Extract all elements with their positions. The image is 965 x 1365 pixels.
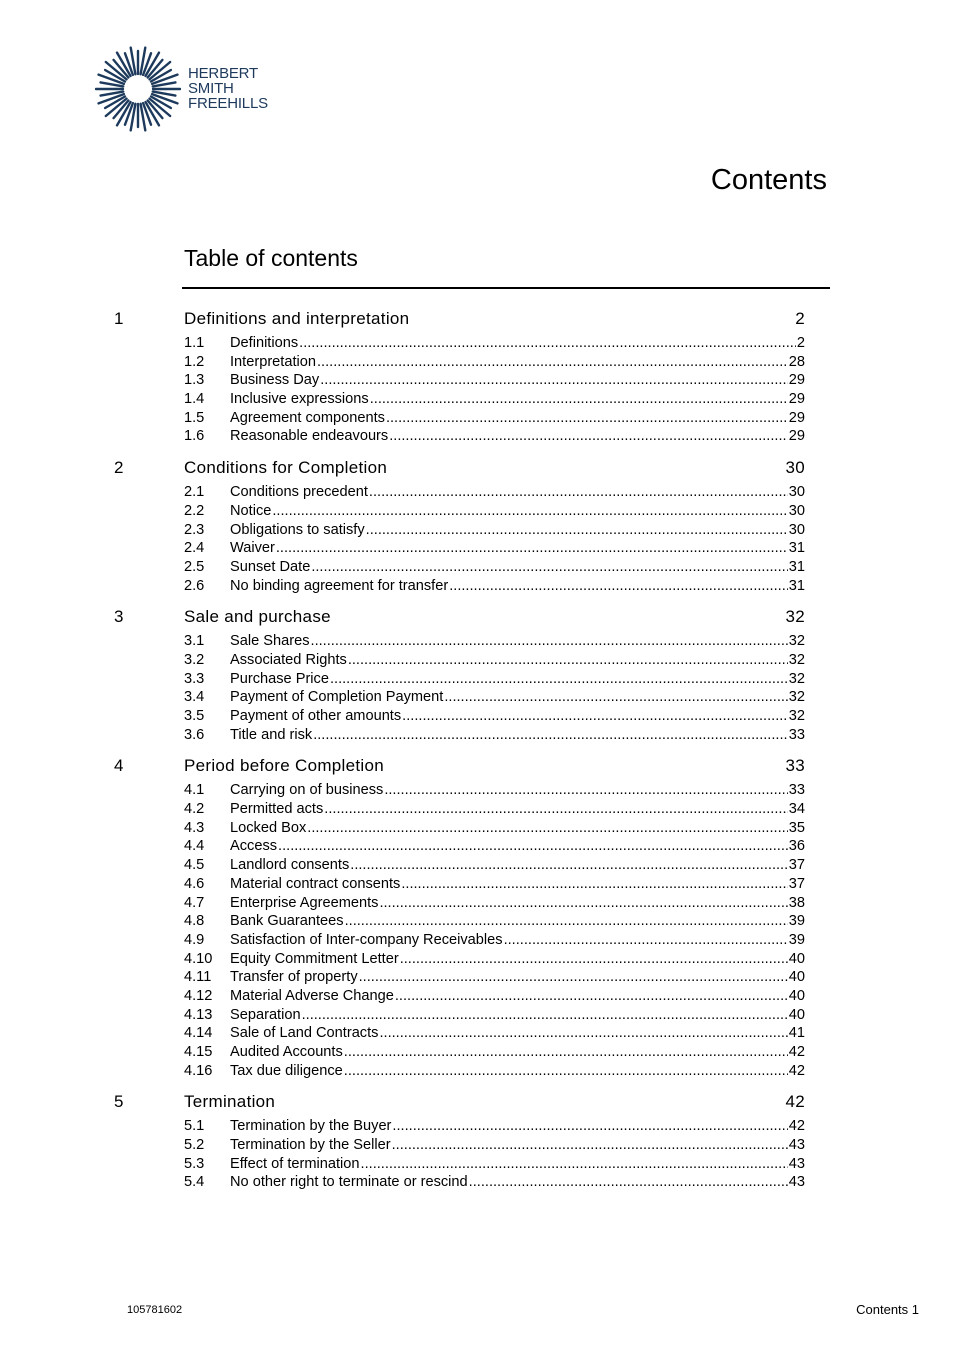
toc-entry-title: Carrying on of business <box>230 782 384 799</box>
toc-entry-line <box>230 1155 805 1174</box>
toc-entry-number: 4.1 <box>184 782 205 799</box>
dot-leader <box>311 558 787 577</box>
toc-entry-line <box>230 1173 805 1192</box>
toc-entry-number: 4.8 <box>184 913 205 930</box>
toc-entry-line <box>230 950 805 969</box>
dot-leader <box>348 651 788 670</box>
toc-entry-page: 39 <box>788 913 805 930</box>
toc-entry-number: 2.2 <box>184 502 205 519</box>
toc-entry-page: 33 <box>788 782 805 799</box>
toc-entry-title: Termination by the Seller <box>230 1137 391 1154</box>
toc-entry-number: 4.4 <box>184 838 205 855</box>
toc-entry-line <box>230 539 805 558</box>
dot-leader <box>330 670 788 689</box>
toc-entry-title: Equity Commitment Letter <box>230 950 399 967</box>
toc-entry-title: Payment of other amounts <box>230 708 402 724</box>
toc-entry-number: 2.6 <box>184 577 205 594</box>
toc-entry-number: 2.4 <box>184 540 205 557</box>
dot-leader <box>299 334 796 353</box>
toc-entry-page: 34 <box>788 801 805 818</box>
dot-leader <box>392 1136 788 1155</box>
dot-leader <box>317 353 788 372</box>
dot-leader <box>395 987 788 1006</box>
toc-entry-page: 29 <box>788 372 805 389</box>
toc-entry-title: No other right to terminate or rescind <box>230 1174 468 1191</box>
toc-entry-line <box>230 1117 805 1136</box>
logo-line-3: FREEHILLS <box>188 95 268 112</box>
toc-entry-line <box>230 800 805 819</box>
toc-entry-page: 30 <box>788 502 805 519</box>
toc-entry-line <box>230 707 805 726</box>
toc-entry-title: Sunset Date <box>230 558 311 575</box>
toc-entry-number: 4.11 <box>184 969 212 986</box>
toc-section-heading[interactable] <box>112 457 805 479</box>
toc-entry[interactable] <box>112 427 805 446</box>
toc-entry[interactable] <box>112 1155 805 1174</box>
toc-entry-title: Enterprise Agreements <box>230 894 379 911</box>
toc-entry-page: 29 <box>788 428 805 445</box>
toc-entry-line <box>230 427 805 446</box>
logo-line-2: SMITH <box>188 80 234 97</box>
toc-entry[interactable] <box>112 483 805 502</box>
toc-entry-line <box>230 1024 805 1043</box>
toc-entry[interactable] <box>112 409 805 428</box>
toc-entry-line <box>230 371 805 390</box>
toc-entry-title: Business Day <box>230 372 320 389</box>
page-number-label: Contents 1 <box>856 1302 919 1317</box>
toc-entry[interactable] <box>112 1136 805 1155</box>
toc-entry-line <box>230 837 805 856</box>
toc-entry-line <box>230 670 805 689</box>
toc-entry[interactable] <box>112 334 805 353</box>
toc-entry[interactable] <box>112 1006 805 1025</box>
toc-entry-page: 38 <box>788 894 805 911</box>
dot-leader <box>361 1155 788 1174</box>
dot-leader <box>384 781 787 800</box>
toc-entry-line <box>230 1136 805 1155</box>
toc-entry-title: Title and risk <box>230 726 313 743</box>
toc-entry-page: 42 <box>788 1062 805 1079</box>
toc-entry[interactable] <box>112 390 805 409</box>
toc-entry-number: 4.5 <box>184 857 205 874</box>
toc-entry-page: 37 <box>788 875 805 892</box>
dot-leader <box>444 688 787 707</box>
toc-entry-line <box>230 931 805 950</box>
dot-leader <box>324 800 787 819</box>
toc-entry-number: 1.1 <box>184 335 205 351</box>
dot-leader <box>344 1043 788 1062</box>
toc-entry-number: 4.3 <box>184 819 205 836</box>
toc-entry-line <box>230 987 805 1006</box>
toc-entry-title: Inclusive expressions <box>230 391 369 408</box>
toc-section-page: 42 <box>785 1092 805 1112</box>
toc-section-heading[interactable] <box>112 1091 805 1113</box>
toc-entry-number: 3.3 <box>184 670 205 687</box>
toc-section <box>112 606 805 744</box>
toc-entry-number: 5.1 <box>184 1118 205 1135</box>
toc-section-number: 5 <box>114 1092 124 1112</box>
toc-entry-number: 4.15 <box>184 1044 213 1060</box>
page-title: Contents <box>710 164 827 196</box>
toc-entry[interactable] <box>112 371 805 390</box>
toc-entry[interactable] <box>112 987 805 1006</box>
toc-entry[interactable] <box>112 950 805 969</box>
toc-entry[interactable] <box>112 558 805 577</box>
toc-section <box>112 457 805 595</box>
dot-leader <box>402 707 788 726</box>
toc-entry-title: Purchase Price <box>230 670 329 687</box>
dot-leader <box>379 894 787 913</box>
toc-entry-line <box>230 894 805 913</box>
toc-entry[interactable] <box>112 856 805 875</box>
toc-entry[interactable] <box>112 539 805 558</box>
dot-leader <box>400 950 788 969</box>
toc-section-page: 30 <box>785 458 805 478</box>
toc-entry[interactable] <box>112 726 805 745</box>
toc-entry-line <box>230 334 805 353</box>
toc-entry-number: 4.7 <box>184 894 205 911</box>
toc-entry-title: Tax due diligence <box>230 1062 343 1079</box>
dot-leader <box>302 1006 788 1025</box>
toc-entry-page: 28 <box>788 353 805 370</box>
toc-entry-page: 31 <box>788 558 805 575</box>
toc-entry-title: Effect of termination <box>230 1155 360 1172</box>
toc-entry-page: 42 <box>788 1044 805 1060</box>
toc-entry-number: 3.4 <box>184 689 205 706</box>
toc-entry-line <box>230 632 805 651</box>
toc-entry-title: Termination by the Buyer <box>230 1118 392 1135</box>
toc-entry-number: 3.1 <box>184 633 205 650</box>
toc-entry-page: 31 <box>788 577 805 594</box>
dot-leader <box>386 409 788 428</box>
toc-section-page: 33 <box>785 756 805 776</box>
heading-rule <box>182 287 830 289</box>
toc-entry[interactable] <box>112 1043 805 1062</box>
toc-entry[interactable] <box>112 1173 805 1192</box>
toc-entry-line <box>230 390 805 409</box>
toc-entry-number: 5.4 <box>184 1174 205 1191</box>
toc-entry[interactable] <box>112 931 805 950</box>
toc-section-page: 32 <box>785 607 805 627</box>
toc-entry[interactable] <box>112 912 805 931</box>
toc-section-title: Sale and purchase <box>184 607 331 627</box>
dot-leader <box>370 390 788 409</box>
toc-entry[interactable] <box>112 707 805 726</box>
toc-section-number: 2 <box>114 458 124 478</box>
toc-entry-title: Transfer of property <box>230 969 358 986</box>
toc-entry-page: 32 <box>788 689 805 706</box>
toc-entry-title: Material contract consents <box>230 875 401 892</box>
dot-leader <box>272 502 787 521</box>
toc-entry-title: Definitions <box>230 335 299 351</box>
toc-entry[interactable] <box>112 781 805 800</box>
toc-entry-page: 40 <box>788 969 805 986</box>
toc-entry-line <box>230 912 805 931</box>
toc-entry-line <box>230 726 805 745</box>
toc-entry-title: Material Adverse Change <box>230 987 394 1004</box>
dot-leader <box>379 1024 787 1043</box>
toc-entry-line <box>230 819 805 838</box>
toc-section-title: Definitions and interpretation <box>184 309 410 328</box>
toc-entry-title: Interpretation <box>230 353 316 370</box>
sunburst-logo-icon <box>95 46 181 132</box>
toc-entry[interactable] <box>112 651 805 670</box>
toc-entry[interactable] <box>112 577 805 596</box>
toc-entry[interactable] <box>112 353 805 372</box>
toc-entry[interactable] <box>112 1117 805 1136</box>
toc-entry-page: 29 <box>788 409 805 426</box>
toc-entry-title: Locked Box <box>230 819 307 836</box>
toc-entry-title: Conditions precedent <box>230 484 368 501</box>
toc-section-number: 1 <box>114 309 124 328</box>
toc-entry-number: 4.13 <box>184 1006 213 1023</box>
dot-leader <box>350 856 788 875</box>
toc-entry-title: Reasonable endeavours <box>230 428 389 445</box>
toc-entry-title: Payment of Completion Payment <box>230 689 444 706</box>
toc-entry[interactable] <box>112 837 805 856</box>
toc-entry-title: Sale Shares <box>230 633 310 650</box>
toc-entry-line <box>230 968 805 987</box>
toc-entry-number: 1.2 <box>184 353 205 370</box>
dot-leader <box>369 483 788 502</box>
dot-leader <box>392 1117 787 1136</box>
toc-entry-line <box>230 353 805 372</box>
toc-section-heading[interactable] <box>112 755 805 777</box>
toc-entry-number: 1.6 <box>184 428 205 445</box>
dot-leader <box>359 968 788 987</box>
toc-entry-page: 32 <box>788 708 805 724</box>
toc-entry-title: Waiver <box>230 540 275 557</box>
toc-entry[interactable] <box>112 968 805 987</box>
toc-entry-page: 30 <box>788 484 805 501</box>
toc-entry-page: 31 <box>788 540 805 557</box>
toc-entry-number: 3.2 <box>184 651 205 668</box>
toc-entry-number: 2.3 <box>184 521 205 538</box>
company-logo <box>95 46 285 136</box>
toc-entry-page: 41 <box>788 1025 805 1042</box>
toc-entry-number: 4.9 <box>184 931 205 948</box>
toc-entry[interactable] <box>112 521 805 540</box>
toc-section-number: 3 <box>114 607 124 627</box>
toc-section <box>112 1091 805 1192</box>
toc-entry-title: Access <box>230 838 278 855</box>
toc-entry-title: Satisfaction of Inter-company Receivables <box>230 931 503 948</box>
toc-entry-line <box>230 1006 805 1025</box>
dot-leader <box>313 726 788 745</box>
dot-leader <box>345 912 788 931</box>
logo-wordmark <box>188 66 268 111</box>
toc-entry-line <box>230 688 805 707</box>
toc-entry-page: 43 <box>788 1174 805 1191</box>
table-of-contents <box>112 308 805 1203</box>
toc-entry[interactable] <box>112 894 805 913</box>
toc-entry-title: Associated Rights <box>230 651 347 668</box>
toc-entry-number: 4.14 <box>184 1025 213 1042</box>
toc-entry-page: 40 <box>788 950 805 967</box>
toc-entry-number: 4.12 <box>184 987 213 1004</box>
toc-entry-page: 29 <box>788 391 805 408</box>
toc-entry-title: Bank Guarantees <box>230 913 344 930</box>
toc-section-heading[interactable] <box>112 308 805 330</box>
toc-entry-line <box>230 651 805 670</box>
toc-entry-page: 37 <box>788 857 805 874</box>
toc-entry-number: 4.10 <box>184 950 213 967</box>
toc-entry-line <box>230 856 805 875</box>
toc-entry-number: 4.16 <box>184 1062 213 1079</box>
toc-entry[interactable] <box>112 1062 805 1081</box>
toc-entry-number: 5.3 <box>184 1155 205 1172</box>
toc-entry-page: 33 <box>788 726 805 743</box>
toc-entry-number: 4.2 <box>184 801 205 818</box>
toc-entry-page: 30 <box>788 521 805 538</box>
toc-entry-line <box>230 781 805 800</box>
toc-entry-page: 43 <box>788 1155 805 1172</box>
toc-entry[interactable] <box>112 502 805 521</box>
toc-entry[interactable] <box>112 875 805 894</box>
toc-entry-page: 32 <box>788 633 805 650</box>
toc-entry-line <box>230 409 805 428</box>
toc-entry-title: Separation <box>230 1006 301 1023</box>
toc-entry-title: Audited Accounts <box>230 1044 343 1060</box>
dot-leader <box>320 371 788 390</box>
toc-entry-page: 42 <box>788 1118 805 1135</box>
toc-entry-title: Permitted acts <box>230 801 324 818</box>
toc-entry-number: 5.2 <box>184 1137 205 1154</box>
toc-entry-line <box>230 521 805 540</box>
toc-entry[interactable] <box>112 670 805 689</box>
toc-section <box>112 308 805 446</box>
toc-entry-page: 2 <box>796 335 805 351</box>
toc-entry[interactable] <box>112 688 805 707</box>
toc-entry-page: 36 <box>788 838 805 855</box>
toc-entry-line <box>230 577 805 596</box>
toc-entry-title: No binding agreement for transfer <box>230 577 449 594</box>
toc-entry-page: 39 <box>788 931 805 948</box>
toc-section-title: Period before Completion <box>184 756 384 776</box>
logo-line-1: HERBERT <box>188 65 259 82</box>
dot-leader <box>307 819 788 838</box>
toc-entry-page: 43 <box>788 1137 805 1154</box>
toc-entry[interactable] <box>112 1024 805 1043</box>
toc-entry[interactable] <box>112 632 805 651</box>
dot-leader <box>389 427 788 446</box>
toc-section-title: Termination <box>184 1092 276 1112</box>
toc-section-heading[interactable] <box>112 606 805 628</box>
toc-entry-line <box>230 483 805 502</box>
toc-entry-title: Landlord consents <box>230 857 350 874</box>
toc-entry-page: 35 <box>788 819 805 836</box>
toc-section-page: 2 <box>795 309 805 328</box>
dot-leader <box>311 632 788 651</box>
dot-leader <box>504 931 788 950</box>
toc-entry-number: 2.5 <box>184 558 205 575</box>
toc-entry-title: Agreement components <box>230 409 385 426</box>
toc-entry-line <box>230 558 805 577</box>
toc-entry-number: 3.5 <box>184 708 205 724</box>
dot-leader <box>366 521 788 540</box>
toc-entry-title: Obligations to satisfy <box>230 521 365 538</box>
toc-entry-number: 1.4 <box>184 391 205 408</box>
toc-entry-number: 1.3 <box>184 372 205 389</box>
toc-entry-title: Notice <box>230 502 272 519</box>
dot-leader <box>344 1062 788 1081</box>
toc-entry-line <box>230 1062 805 1081</box>
toc-section-number: 4 <box>114 756 124 776</box>
toc-entry-page: 32 <box>788 651 805 668</box>
toc-entry-line <box>230 1043 805 1062</box>
toc-entry-number: 2.1 <box>184 484 205 501</box>
toc-entry-number: 4.6 <box>184 875 205 892</box>
dot-leader <box>469 1173 788 1192</box>
document-id: 105781602 <box>127 1304 183 1316</box>
toc-entry-page: 32 <box>788 670 805 687</box>
toc-entry-number: 1.5 <box>184 409 205 426</box>
toc-section <box>112 755 805 1080</box>
toc-entry-line <box>230 502 805 521</box>
dot-leader <box>401 875 787 894</box>
toc-entry-line <box>230 875 805 894</box>
dot-leader <box>449 577 788 596</box>
toc-entry[interactable] <box>112 800 805 819</box>
toc-entry-page: 40 <box>788 987 805 1004</box>
toc-entry-page: 40 <box>788 1006 805 1023</box>
dot-leader <box>278 837 788 856</box>
toc-entry-number: 3.6 <box>184 726 205 743</box>
toc-heading: Table of contents <box>184 245 358 271</box>
toc-section-title: Conditions for Completion <box>184 458 388 478</box>
dot-leader <box>276 539 788 558</box>
toc-entry[interactable] <box>112 819 805 838</box>
toc-entry-title: Sale of Land Contracts <box>230 1025 379 1042</box>
